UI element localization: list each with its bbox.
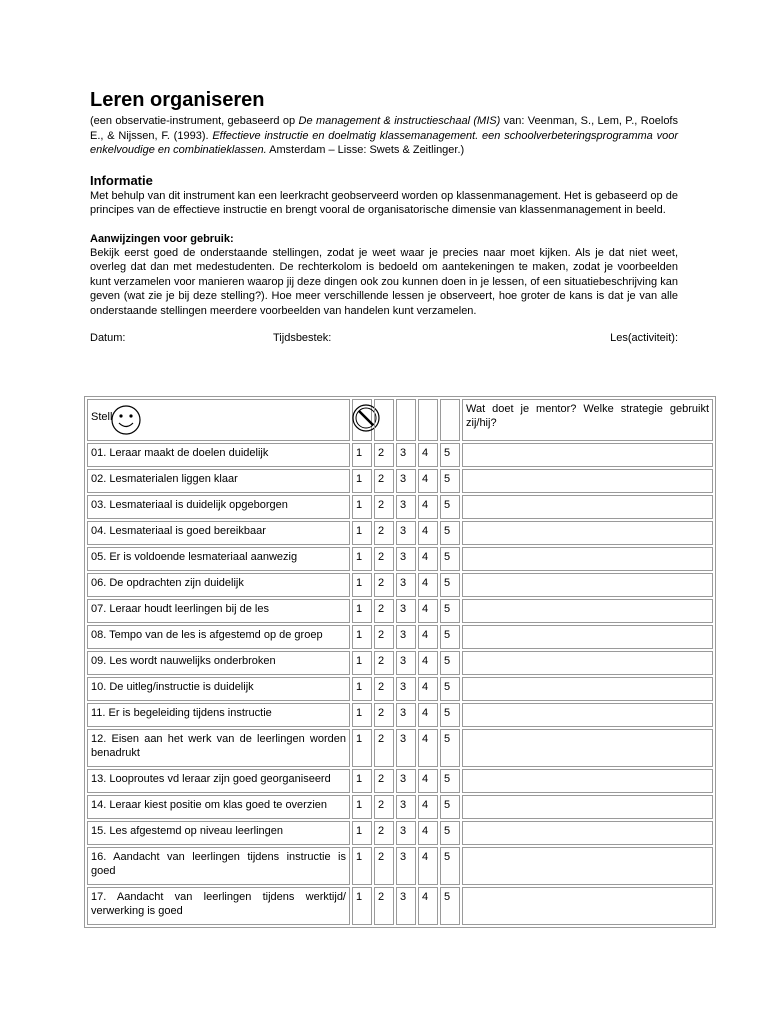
header-notes-cell: Wat doet je mentor? Welke strategie gebruikt zij/hij? (462, 399, 713, 441)
score-3-cell[interactable]: 3 (396, 821, 416, 845)
table-row (87, 795, 713, 819)
score-4-cell[interactable]: 4 (418, 769, 438, 793)
score-5-cell[interactable]: 5 (440, 795, 460, 819)
header-stelling-cell (87, 399, 350, 441)
stelling-cell: 05. Er is voldoende lesmateriaal aanwezig (87, 547, 350, 571)
notes-cell[interactable] (462, 625, 713, 649)
score-1-cell[interactable]: 1 (352, 769, 372, 793)
notes-cell[interactable] (462, 703, 713, 727)
score-1-cell[interactable]: 1 (352, 625, 372, 649)
score-4-cell[interactable]: 4 (418, 795, 438, 819)
stelling-cell: 16. Aandacht van leerlingen tijdens instructie is goed (87, 847, 350, 885)
score-5-cell[interactable]: 5 (440, 677, 460, 701)
score-1-cell[interactable]: 1 (352, 729, 372, 767)
header-empty-cell (440, 399, 460, 441)
score-4-cell[interactable]: 4 (418, 887, 438, 925)
observation-table (84, 396, 716, 928)
score-5-cell[interactable]: 5 (440, 521, 460, 545)
score-2-cell[interactable]: 2 (374, 651, 394, 675)
score-2-cell[interactable]: 2 (374, 821, 394, 845)
table-row (87, 521, 713, 545)
table-row (87, 651, 713, 675)
tijdsbestek-label: Tijdsbestek: (273, 332, 332, 344)
intro-part3: Amsterdam – Lisse: Swets & Zeitlinger.) (266, 144, 465, 156)
score-4-cell[interactable]: 4 (418, 651, 438, 675)
score-1-cell[interactable]: 1 (352, 651, 372, 675)
stelling-cell: 08. Tempo van de les is afgestemd op de groep (87, 625, 350, 649)
table-row (87, 847, 713, 885)
score-3-cell[interactable]: 3 (396, 677, 416, 701)
notes-cell[interactable] (462, 677, 713, 701)
stelling-cell: 11. Er is begeleiding tijdens instructie (87, 703, 350, 727)
score-2-cell[interactable]: 2 (374, 769, 394, 793)
stelling-cell: 07. Leraar houdt leerlingen bij de les (87, 599, 350, 623)
score-1-cell[interactable]: 1 (352, 703, 372, 727)
table-header-row (87, 399, 713, 441)
score-3-cell[interactable]: 3 (396, 651, 416, 675)
score-1-cell[interactable]: 1 (352, 521, 372, 545)
score-1-cell[interactable]: 1 (352, 677, 372, 701)
score-2-cell[interactable]: 2 (374, 703, 394, 727)
score-5-cell[interactable]: 5 (440, 769, 460, 793)
table-row (87, 887, 713, 925)
aanwijzingen-text: Bekijk eerst goed de onderstaande stellingen, zodat je weet waar je precies naar moet kijken. Als je dat niet weet, overleg dat dan met medestudenten. De rechterkolom is bedoeld om aantekeningen te maken, zodat je voorbeelden kunt verzamelen voor manieren waarop jij deze dingen ook zou kunnen doen in je lessen, of een situatiebeschrijving kan geven (wat zie je bij deze stelling?). Hoe meer verschillende lessen je observeert, hoe groter de kans is dat je van alle onderstaande stellingen meerdere voorbeelden van handelen kunt verzamelen. (90, 246, 678, 317)
stelling-cell: 15. Les afgestemd op niveau leerlingen (87, 821, 350, 845)
notes-cell[interactable] (462, 769, 713, 793)
aanwijzingen-heading: Aanwijzingen voor gebruik: (90, 232, 234, 245)
notes-cell[interactable] (462, 469, 713, 493)
smiley-icon (110, 404, 142, 436)
notes-cell[interactable] (462, 795, 713, 819)
score-1-cell[interactable]: 1 (352, 495, 372, 519)
stelling-cell: 04. Lesmateriaal is goed bereikbaar (87, 521, 350, 545)
score-5-cell[interactable]: 5 (440, 729, 460, 767)
notes-cell[interactable] (462, 887, 713, 925)
header-empty-cell (418, 399, 438, 441)
score-4-cell[interactable]: 4 (418, 847, 438, 885)
table-row (87, 625, 713, 649)
score-1-cell[interactable]: 1 (352, 887, 372, 925)
notes-cell[interactable] (462, 495, 713, 519)
notes-cell[interactable] (462, 847, 713, 885)
table-row (87, 677, 713, 701)
score-5-cell[interactable]: 5 (440, 625, 460, 649)
table-row (87, 703, 713, 727)
score-2-cell[interactable]: 2 (374, 887, 394, 925)
datum-label: Datum: (90, 332, 126, 344)
score-4-cell[interactable]: 4 (418, 495, 438, 519)
table-row (87, 469, 713, 493)
stelling-cell: 10. De uitleg/instructie is duidelijk (87, 677, 350, 701)
score-2-cell[interactable]: 2 (374, 573, 394, 597)
score-2-cell[interactable]: 2 (374, 521, 394, 545)
score-1-cell[interactable]: 1 (352, 795, 372, 819)
score-3-cell[interactable]: 3 (396, 521, 416, 545)
table-row (87, 821, 713, 845)
header-stelling-label: Stell (91, 411, 113, 423)
score-4-cell[interactable]: 4 (418, 443, 438, 467)
stelling-cell: 01. Leraar maakt de doelen duidelijk (87, 443, 350, 467)
notes-cell[interactable] (462, 573, 713, 597)
stelling-cell: 12. Eisen aan het werk van de leerlingen worden benadrukt (87, 729, 350, 767)
stelling-cell: 09. Les wordt nauwelijks onderbroken (87, 651, 350, 675)
score-1-cell[interactable]: 1 (352, 547, 372, 571)
score-5-cell[interactable]: 5 (440, 821, 460, 845)
table-row (87, 573, 713, 597)
score-3-cell[interactable]: 3 (396, 729, 416, 767)
score-2-cell[interactable]: 2 (374, 795, 394, 819)
score-5-cell[interactable]: 5 (440, 703, 460, 727)
les-label: Les(activiteit): (610, 332, 678, 344)
score-3-cell[interactable]: 3 (396, 769, 416, 793)
score-5-cell[interactable]: 5 (440, 651, 460, 675)
score-3-cell[interactable]: 3 (396, 703, 416, 727)
score-2-cell[interactable]: 2 (374, 443, 394, 467)
header-empty-cell (374, 399, 394, 441)
score-5-cell[interactable]: 5 (440, 547, 460, 571)
score-2-cell[interactable]: 2 (374, 677, 394, 701)
stelling-cell: 17. Aandacht van leerlingen tijdens werktijd/ verwerking is goed (87, 887, 350, 925)
table-row (87, 599, 713, 623)
score-3-cell[interactable]: 3 (396, 887, 416, 925)
score-5-cell[interactable]: 5 (440, 469, 460, 493)
stelling-cell: 02. Lesmaterialen liggen klaar (87, 469, 350, 493)
score-3-cell[interactable]: 3 (396, 443, 416, 467)
score-5-cell[interactable]: 5 (440, 573, 460, 597)
score-5-cell[interactable]: 5 (440, 847, 460, 885)
score-4-cell[interactable]: 4 (418, 599, 438, 623)
score-4-cell[interactable]: 4 (418, 469, 438, 493)
table-row (87, 495, 713, 519)
score-2-cell[interactable]: 2 (374, 495, 394, 519)
score-5-cell[interactable]: 5 (440, 887, 460, 925)
score-2-cell[interactable]: 2 (374, 847, 394, 885)
notes-cell[interactable] (462, 729, 713, 767)
score-2-cell[interactable]: 2 (374, 729, 394, 767)
score-1-cell[interactable]: 1 (352, 599, 372, 623)
table-row (87, 729, 713, 767)
notes-cell[interactable] (462, 521, 713, 545)
score-4-cell[interactable]: 4 (418, 729, 438, 767)
score-1-cell[interactable]: 1 (352, 469, 372, 493)
page-title: Leren organiseren (90, 89, 265, 111)
score-4-cell[interactable]: 4 (418, 703, 438, 727)
score-3-cell[interactable]: 3 (396, 625, 416, 649)
table-row (87, 443, 713, 467)
table-row (87, 769, 713, 793)
score-1-cell[interactable]: 1 (352, 847, 372, 885)
score-5-cell[interactable]: 5 (440, 443, 460, 467)
notes-cell[interactable] (462, 547, 713, 571)
header-icon-cell (352, 399, 372, 441)
score-4-cell[interactable]: 4 (418, 521, 438, 545)
score-3-cell[interactable]: 3 (396, 573, 416, 597)
score-2-cell[interactable]: 2 (374, 599, 394, 623)
score-2-cell[interactable]: 2 (374, 469, 394, 493)
stelling-cell: 06. De opdrachten zijn duidelijk (87, 573, 350, 597)
intro-text (90, 114, 678, 158)
notes-cell[interactable] (462, 651, 713, 675)
meta-row (90, 332, 678, 348)
score-3-cell[interactable]: 3 (396, 795, 416, 819)
score-5-cell[interactable]: 5 (440, 599, 460, 623)
notes-cell[interactable] (462, 599, 713, 623)
score-3-cell[interactable]: 3 (396, 847, 416, 885)
informatie-heading: Informatie (90, 172, 153, 188)
document-page (90, 88, 678, 348)
intro-part1: (een observatie-instrument, gebaseerd op (90, 115, 299, 127)
informatie-text: Met behulp van dit instrument kan een leerkracht geobserveerd worden op klassenmanagement. Het is gebaseerd op de principes van de effectieve instructie en brengt vooral de organisatorische dimensie van klassenmanagement in beeld. (90, 189, 678, 216)
intro-part2: van: Veenman, S., Lem, P., Roelofs E., & Nijssen, F. (1993). (90, 115, 678, 142)
score-4-cell[interactable]: 4 (418, 547, 438, 571)
header-empty-cell (396, 399, 416, 441)
score-1-cell[interactable]: 1 (352, 821, 372, 845)
score-3-cell[interactable]: 3 (396, 495, 416, 519)
stelling-cell: 14. Leraar kiest positie om klas goed te overzien (87, 795, 350, 819)
score-2-cell[interactable]: 2 (374, 547, 394, 571)
intro-italic2: Effectieve instructie en doelmatig klassemanagement. een schoolverbeteringsprogramma voor enkelvoudige en combinatieklassen. (90, 129, 678, 156)
score-1-cell[interactable]: 1 (352, 443, 372, 467)
score-3-cell[interactable]: 3 (396, 469, 416, 493)
score-4-cell[interactable]: 4 (418, 677, 438, 701)
stelling-cell: 13. Looproutes vd leraar zijn goed georganiseerd (87, 769, 350, 793)
stelling-cell: 03. Lesmateriaal is duidelijk opgeborgen (87, 495, 350, 519)
score-3-cell[interactable]: 3 (396, 547, 416, 571)
score-2-cell[interactable]: 2 (374, 625, 394, 649)
score-3-cell[interactable]: 3 (396, 599, 416, 623)
score-4-cell[interactable]: 4 (418, 625, 438, 649)
score-5-cell[interactable]: 5 (440, 495, 460, 519)
score-4-cell[interactable]: 4 (418, 573, 438, 597)
intro-italic1: De management & instructieschaal (MIS) (298, 115, 501, 127)
notes-cell[interactable] (462, 443, 713, 467)
score-4-cell[interactable]: 4 (418, 821, 438, 845)
table-row (87, 547, 713, 571)
notes-cell[interactable] (462, 821, 713, 845)
score-1-cell[interactable]: 1 (352, 573, 372, 597)
